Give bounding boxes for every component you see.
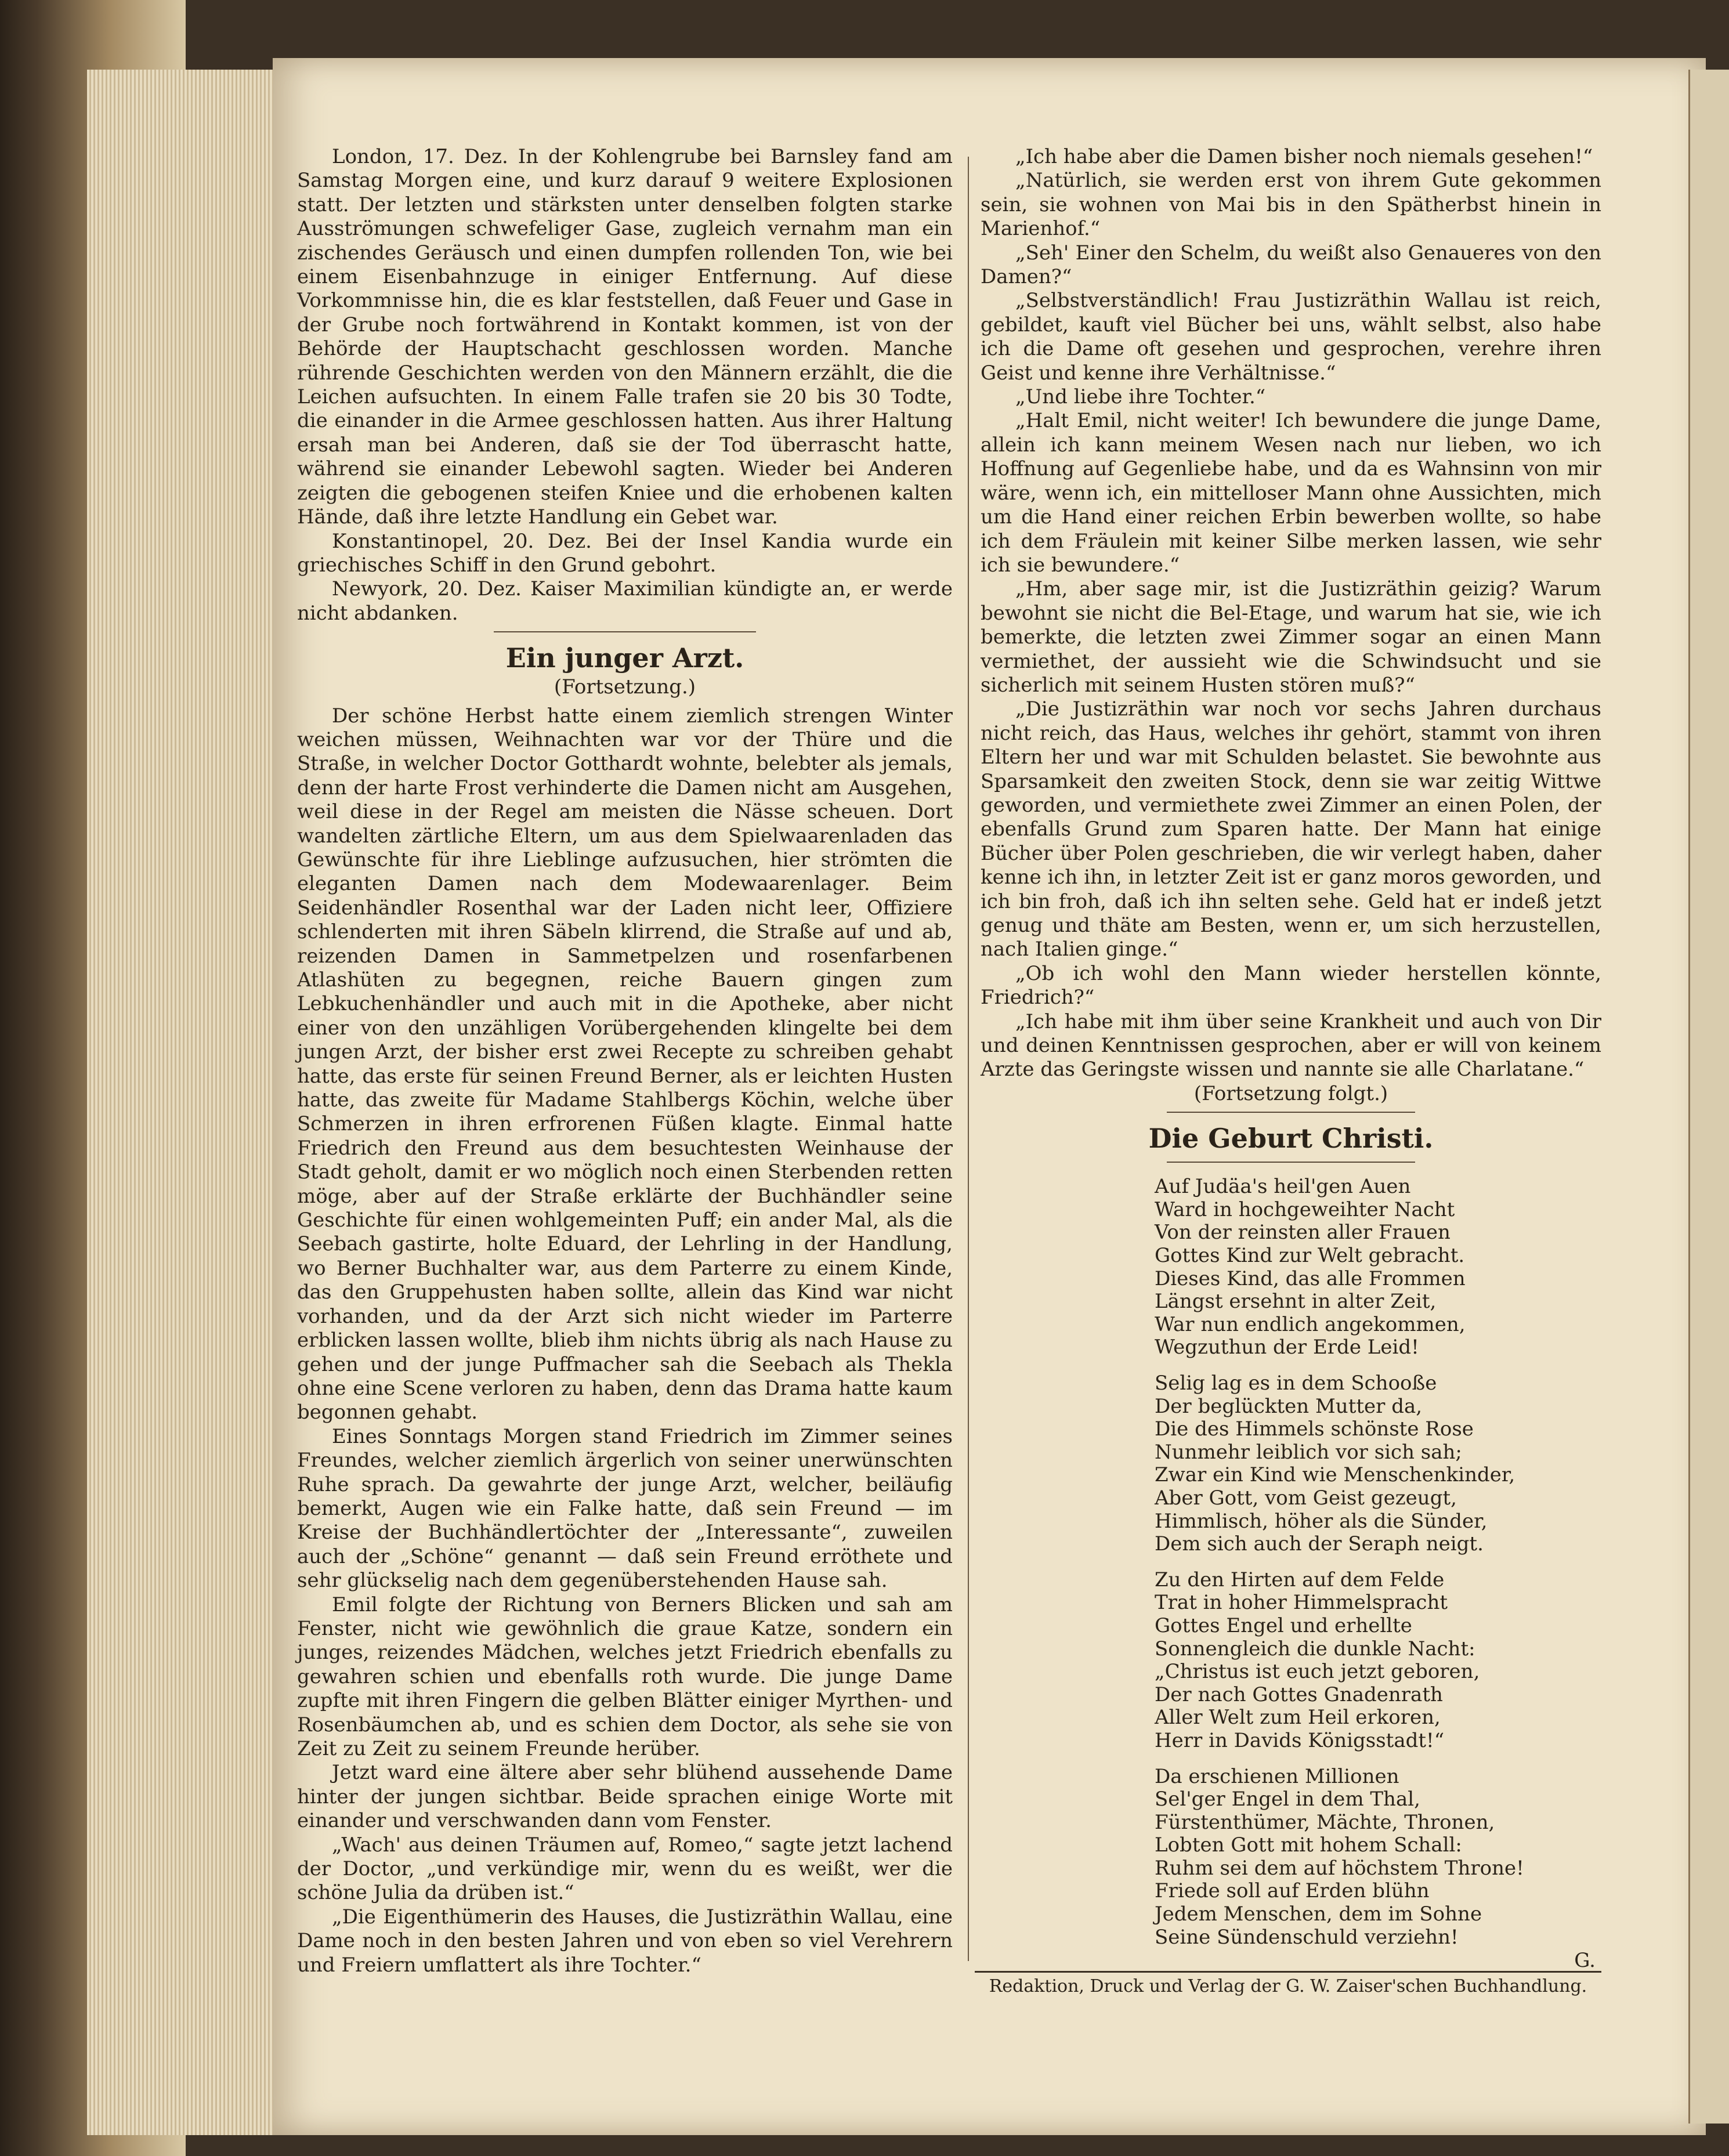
story-paragraph: „Ich habe aber die Damen bisher noch niemals gesehen!“ — [1015, 145, 1593, 168]
story-subtitle: (Fortsetzung.) — [554, 675, 696, 699]
poem-line: Gottes Kind zur Welt gebracht. — [1155, 1244, 1465, 1268]
poem-line: Herr in Davids Königsstadt!“ — [1155, 1728, 1445, 1752]
poem-line: Nunmehr leiblich vor sich sah; — [1155, 1440, 1462, 1464]
poem-stanza — [1155, 1569, 1601, 1753]
story-paragraph: „Ich habe mit ihm über seine Krankheit und auch von Dir und deinen Kenntnissen gesprochen, aber er will von keinem Arzte das Geringste wissen und nannte sie alle Charlatane.“ — [981, 1010, 1601, 1081]
story-paragraph: Der schöne Herbst hatte einem ziemlich strengen Winter weichen müssen, Weihnachten war vor der Thüre und die Straße, in welcher Doctor Gotthardt wohnte, belebter als jemals, denn der harte Frost verhinderte die Damen nicht am Ausgehen, weil diese in der Regel am meisten die Nässe scheuen. Dort wandelten zärtliche Eltern, um aus dem Spielwaarenladen das Gewünschte für ihre Lieblinge aufzusuchen, hier strömten die eleganten Damen nach dem Modewaarenlager. Beim Seidenhändler Rosenthal war der Laden nicht leer, Offiziere schlenderten mit ihren Säbeln klirrend, die Straße auf und ab, reizenden Damen in Sammetpelzen und rosenfarbenen Atlashüten zu begegnen, reiche Bauern gingen zum Lebkuchenhändler und auch mit in die Apotheke, aber nicht einer von den unzähligen Vorübergehenden klingelte bei dem jungen Arzt, der bisher erst zwei Recepte zu schreiben gehabt hatte, das erste für seinen Freund Berner, als er leichten Husten hatte, das zweite für Madame Stahlbergs Köchin, welche über Schmerzen in ihren erfrorenen Füßen klagte. Einmal hatte Friedrich den Freund aus dem besuchtesten Weinhause der Stadt geholt, damit er wo möglich noch einen Sterbenden retten möge, aber auf der Straße erklärte der Buchhändler seine Geschichte für einen wohlgemeinten Puff; ein ander Mal, als die Seebach gastirte, holte Eduard, der Lehrling in der Handlung, wo Berner Buchhalter war, aus dem Parterre zu einem Kinde, das den Gruppehusten haben sollte, allein das Kind war nicht vorhanden, und da der Arzt sich nicht wieder im Parterre erblicken lassen wollte, blieb ihm nichts übrig als nach Hause zu gehen und der junge Puffmacher sah die Seebach als Thekla ohne eine Scene verloren zu haben, denn das Drama hatte kaum begonnen gehabt. — [297, 704, 953, 1424]
poem-line: Von der reinsten aller Frauen — [1155, 1221, 1451, 1245]
poem-line: Seine Sündenschuld verziehn! — [1155, 1925, 1459, 1949]
story-paragraph: „Wach' aus deinen Träumen auf, Romeo,“ sagte jetzt lachend der Doctor, „und verkündige mir, wenn du es weißt, wer die schöne Julia da drüben ist.“ — [297, 1833, 953, 1905]
poem-line: Himmlisch, höher als die Sünder, — [1155, 1509, 1488, 1533]
poem-line: Sonnengleich die dunkle Nacht: — [1155, 1637, 1475, 1661]
poem-stanza — [1155, 1175, 1601, 1359]
poem-title: Die Geburt Christi. — [1148, 1123, 1434, 1155]
poem — [1155, 1175, 1601, 1949]
story-paragraph: Eines Sonntags Morgen stand Friedrich im Zimmer seines Freundes, welcher ziemlich ärgerlich von seiner unerwünschten Ruhe sprach. Da gewahrte der junge Arzt, welcher, beiläufig bemerkt, Augen wie ein Falke hatte, daß sein Freund — im Kreise der Buchhändlertöchter der „Interessante“, zuweilen auch der „Schöne“ genannt — daß sein Freund erröthete und sehr glückselig nach dem gegenüberstehenden Hause sah. — [297, 1424, 953, 1593]
poem-line: Trat in hoher Himmelspracht — [1155, 1591, 1448, 1615]
poem-line: Auf Judäa's heil'gen Auen — [1155, 1175, 1411, 1199]
poem-line: Ruhm sei dem auf höchstem Throne! — [1155, 1856, 1524, 1880]
poem-line: Da erschienen Millionen — [1155, 1764, 1399, 1788]
story-paragraph: „Seh' Einer den Schelm, du weißt also Genaueres von den Damen?“ — [981, 241, 1601, 289]
book-edge — [0, 0, 186, 2156]
poem-line: Lobten Gott mit hohem Schall: — [1155, 1833, 1462, 1857]
poem-line: Dem sich auch der Seraph neigt. — [1155, 1532, 1484, 1556]
poem-stanza — [1155, 1766, 1601, 1949]
story-paragraph: „Die Eigenthümerin des Hauses, die Justizräthin Wallau, eine Dame noch in den besten Jahren und von eben so viel Verehrern und Freiern umflattert als ihre Tochter.“ — [297, 1905, 953, 1977]
story-paragraph: Emil folgte der Richtung von Berners Blicken und sah am Fenster, nicht wie gewöhnlich die graue Katze, sondern ein junges, reizendes Mädchen, welches jetzt Friedrich ebenfalls zu gewahren schien und ebenfalls roth wurde. Die junge Dame zupfte mit ihren Fingern die gelben Blätter einiger Myrthen- und Rosenbäumchen ab, und es schien dem Doctor, als sehe sie von Zeit zu Zeit zu seinem Freunde herüber. — [297, 1593, 953, 1760]
news-item: Konstantinopel, 20. Dez. Bei der Insel Kandia wurde ein griechisches Schiff in den Grund gebohrt. — [297, 529, 953, 577]
poem-line: Gottes Engel und erhellte — [1155, 1614, 1412, 1637]
story-title: Ein junger Arzt. — [505, 642, 744, 674]
imprint: Redaktion, Druck und Verlag der G. W. Zaiser'schen Buchhandlung. — [975, 1971, 1601, 1996]
separator-rule — [1167, 1112, 1415, 1113]
poem-line: Der beglückten Mutter da, — [1155, 1394, 1423, 1418]
news-item: London, 17. Dez. In der Kohlengrube bei Barnsley fand am Samstag Morgen eine, und kurz darauf 9 weitere Explosionen statt. Der letzten und stärksten unter denselben folgten starke Ausströmungen schwefeliger Gase, zugleich vernahm man ein zischendes Geräusch und einen dumpfen rollenden Ton, wie bei einem Eisenbahnzuge in einiger Entfernung. Auf diese Vorkommnisse hin, die es klar feststellen, daß Feuer und Gase in der Grube noch fortwährend in Kontakt kommen, ist von der Behörde der Hauptschacht geschlossen worden. Manche rührende Geschichten werden von den Männern erzählt, die die Leichen aufsuchten. In einem Falle trafen sie 20 bis 30 Todte, die einander in die Armee geschlossen hatten. Aus ihrer Haltung ersah man bei Anderen, daß sie der Tod überrascht hatte, während sie einander Lebewohl sagten. Wieder bei Anderen zeigten die gebogenen steifen Kniee und die erhobenen kalten Hände, daß ihre letzte Handlung ein Gebet war. — [297, 145, 953, 529]
poem-line: „Christus ist euch jetzt geboren, — [1155, 1660, 1480, 1684]
poem-line: Friede soll auf Erden blühn — [1155, 1879, 1430, 1903]
story-paragraph: Jetzt ward eine ältere aber sehr blühend aussehende Dame hinter der jungen sichtbar. Beide sprachen einige Worte mit einander und verschwanden dann vom Fenster. — [297, 1761, 953, 1833]
poem-line: War nun endlich angekommen, — [1155, 1312, 1466, 1336]
poem-line: Zu den Hirten auf dem Felde — [1155, 1568, 1445, 1591]
poem-line: Dieses Kind, das alle Frommen — [1155, 1267, 1466, 1290]
facing-page-edge — [1688, 70, 1729, 2124]
right-column — [981, 145, 1601, 1973]
column-divider — [968, 157, 969, 1961]
separator-rule — [1167, 1162, 1415, 1163]
left-column — [297, 145, 953, 1977]
poem-signature: G. — [1574, 1949, 1596, 1973]
news-item: Newyork, 20. Dez. Kaiser Maximilian kündigte an, er werde nicht abdanken. — [297, 577, 953, 625]
poem-line: Aller Welt zum Heil erkoren, — [1155, 1706, 1441, 1730]
poem-line: Aber Gott, vom Geist gezeugt, — [1155, 1486, 1457, 1510]
poem-line: Jedem Menschen, dem im Sohne — [1155, 1902, 1482, 1926]
poem-line: Fürstenthümer, Mächte, Thronen, — [1155, 1810, 1495, 1834]
poem-line: Sel'ger Engel in dem Thal, — [1155, 1788, 1420, 1811]
separator-rule — [494, 631, 756, 632]
story-paragraph: „Halt Emil, nicht weiter! Ich bewundere die junge Dame, allein ich kann meinem Wesen nach nur lieben, wo ich Hoffnung auf Gegenliebe habe, und da es Wahnsinn von mir wäre, wenn ich, ein mittelloser Mann ohne Aussichten, mich um die Hand einer reichen Erbin bewerben wollte, so habe ich dem Fräulein mit keiner Silbe merken lassen, wie sehr ich sie bewundere.“ — [981, 409, 1601, 577]
story-paragraph: „Die Justizräthin war noch vor sechs Jahren durchaus nicht reich, das Haus, welches ihr gehört, stammt von ihren Eltern her und war mit Schulden belastet. Sie bewohnte aus Sparsamkeit den zweiten Stock, denn sie war zeitig Wittwe geworden, und vermiethete zwei Zimmer an einen Polen, der ebenfalls Grund zum Sparen hatte. Der Mann hat einige Bücher über Polen geschrieben, die wir verlegt haben, daher kenne ich ihn, in letzter Zeit ist er ganz moros geworden, und ich bin froh, daß ich ihn selten sehe. Geld hat er indeß jetzt genug und thäte am Besten, wenn er, um sich herzustellen, nach Italien ginge.“ — [981, 697, 1601, 961]
story-paragraph: „Ob ich wohl den Mann wieder herstellen könnte, Friedrich?“ — [981, 961, 1601, 1010]
poem-line: Wegzuthun der Erde Leid! — [1155, 1336, 1419, 1359]
poem-line: Längst ersehnt in alter Zeit, — [1155, 1290, 1437, 1314]
poem-stanza — [1155, 1372, 1601, 1556]
story-paragraph: „Hm, aber sage mir, ist die Justizräthin geizig? Warum bewohnt sie nicht die Bel-Etage, und warum hat sie, wie ich bemerkte, die letzten zwei Zimmer sogar an einen Mann vermiethet, der aussieht wie die Schwindsucht und sie sicherlich mit seinem Husten stören muß?“ — [981, 577, 1601, 697]
story-paragraph: „Und liebe ihre Tochter.“ — [1015, 385, 1266, 409]
poem-line: Ward in hochgeweihter Nacht — [1155, 1198, 1455, 1221]
poem-line: Zwar ein Kind wie Menschenkinder, — [1155, 1463, 1515, 1487]
poem-line: Selig lag es in dem Schooße — [1155, 1372, 1437, 1395]
poem-line: Der nach Gottes Gnadenrath — [1155, 1683, 1443, 1706]
story-paragraph: „Natürlich, sie werden erst von ihrem Gute gekommen sein, sie wohnen von Mai bis in den Spätherbst hinein in Marienhof.“ — [981, 169, 1601, 241]
story-paragraph: „Selbstverständlich! Frau Justizräthin Wallau ist reich, gebildet, kauft viel Bücher bei uns, wählt selbst, also habe ich die Dame oft gesehen und gesprochen, verehre ihren Geist und kenne ihre Verhältnisse.“ — [981, 289, 1601, 385]
continuation-note: (Fortsetzung folgt.) — [1193, 1081, 1388, 1105]
poem-line: Die des Himmels schönste Rose — [1155, 1417, 1474, 1441]
